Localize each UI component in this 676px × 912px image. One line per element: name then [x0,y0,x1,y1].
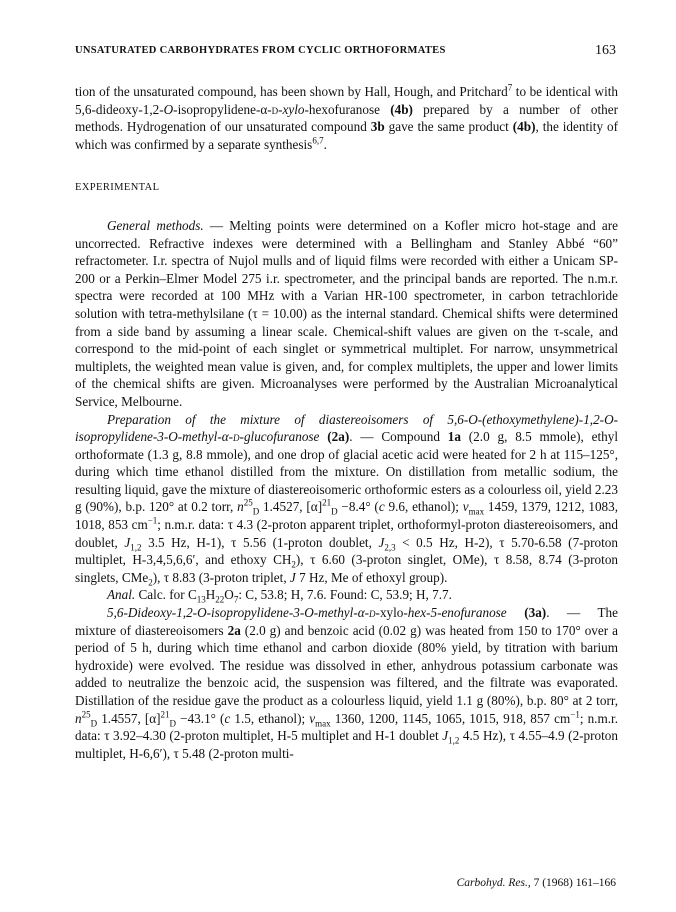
anal-label: Anal. [107,587,136,603]
page-number: 163 [595,43,616,58]
journal-name: Carbohyd. Res., [456,877,531,889]
paragraph-continuation: tion of the unsaturated compound, has been shown by Hall, Hough, and Pritchard$^7$ to be identical with 5,6-dideoxy-1,2-O-isopropylidene-α-d-xylo-hexofuranose (4b) prepared by a number of other methods. Hydrogenation of our unsaturated compound 3b gave the same product (4b), the identity of which was confirmed by a separate synthesis$^{6,7}$. [75,82,618,152]
paragraph-preparation-2a: Preparation of the mixture of diastereoisomers of 5,6-O-(ethoxymethylene)-1,2-O-isopropylidene-3-O-methyl-α-d-glucofuranose (2a). — Compound 1a (2.0 g, 8.5 mmole), ethyl orthoformate (1.3 g, 8.8 mmole), and one drop of glacial acetic acid were heated for 2 h at 115–125°, during which time ethanol distilled from the mixture. On distillation from metallic sodium, the resulting liquid, gave the mixture of diastereoisomeric orthoformic esters as a colourless oil, yield 2.23 g (90%), b.p. 120° at 0.2 torr, $n^{25}_D$ 1.4527, $[\alpha]^{21}_D -8.4^\circ$ (c 9.6, ethanol); $\nu_{max}$ 1459, 1379, 1212, 1083, 1018, 853 $cm^{-1}$; n.m.r. data: τ 4.3 (2-proton apparent triplet, orthoformyl-proton diastereoisomers, and doublet, $J_{1,2}$ 3.5 Hz, H-1), τ 5.56 (1-proton doublet, $J_{2,3} < 0.5$ Hz, H-2), τ 5.70-6.58 (7-proton multiplet, H-3,4,5,6,6′, and ethoxy $CH_2$), τ 6.60 (3-proton singlet, OMe), τ 8.58, 8.74 (3-proton singlets, CMe$_2$), τ 8.83 (3-proton triplet, J 7 Hz, Me of ethoxyl group). [75,411,619,588]
running-head-title: UNSATURATED CARBOHYDRATES FROM CYCLIC ORTHOFORMATES [75,45,446,56]
paragraph-preparation-3a: 5,6-Dideoxy-1,2-O-isopropylidene-3-O-methyl-α-d-xylo-hex-5-enofuranose (3a). — The mixture of diastereoisomers 2a (2.0 g) and benzoic acid (0.02 g) was heated from 150 to 170° over a period of 5 h, during which time ethanol and carbon dioxide (80% yield, by titration with barium hydroxide) were evolved. The residue was dissolved in ether, anhydrous potassium carbonate was added to neutralize the benzoic acid, the suspension was filtered, and the filtrate was evaporated. Distillation of the residue gave the product as a colourless liquid, yield 1.1 g (80%), b.p. 80° at 2 torr, $n^{25}_D$ 1.4557, $[\alpha]^{21}_D -43.1^\circ$ (c 1.5, ethanol); $\nu_{max}$ 1360, 1200, 1145, 1065, 1015, 918, 857 $cm^{-1}$; n.m.r. data: τ 3.92–4.30 (2-proton multiplet, H-5 multiplet and H-1 doublet $J_{1,2}$ 4.5 Hz), τ 4.55–4.9 (2-proton multiplet, H-6,6′), τ 5.48 (2-proton multi- [75,605,619,761]
running-head [75,43,616,63]
paragraph-general-methods: General methods. — Melting points were determined on a Kofler micro hot-stage and are uncorrected. Refractive indexes were determined with a Bellingham and Stanley Abbé “60” refractometer. I.r. spectra of Nujol mulls and of liquid films were recorded with either a Unicam SP-200 or a Perkin–Elmer Model 275 i.r. spectrometer, and the principal bands are reported. The n.m.r. spectra were recorded at 100 MHz with a Varian HR-100 spectrometer, in carbon tetrachloride solution with tetra-methylsilane (τ = 10.00) as the internal standard. Chemical shifts were determined from a side band by assuming a linear scale. Chemical-shift values are given on the τ-scale, and correspond to the mid-point of each singlet or symmetrical multiplet. For narrow, unsymmetrical multiplets, the weighted mean value is given, and, for complex multiplets, the upper and lower limits of the chemical shifts are given. Microanalyses were performed by the Australian Microanalytical Service, Melbourne. [75,217,619,409]
paragraph-analysis: Anal. Calc. for $C_{13}H_{22}O_7$: C, 53.8; H, 7.6. Found: C, 53.9; H, 7.7. [107,587,452,606]
journal-footer [457,877,616,889]
journal-citation: 7 (1968) 161–166 [533,877,616,889]
section-heading: EXPERIMENTAL [75,182,160,194]
article-body [75,83,618,762]
